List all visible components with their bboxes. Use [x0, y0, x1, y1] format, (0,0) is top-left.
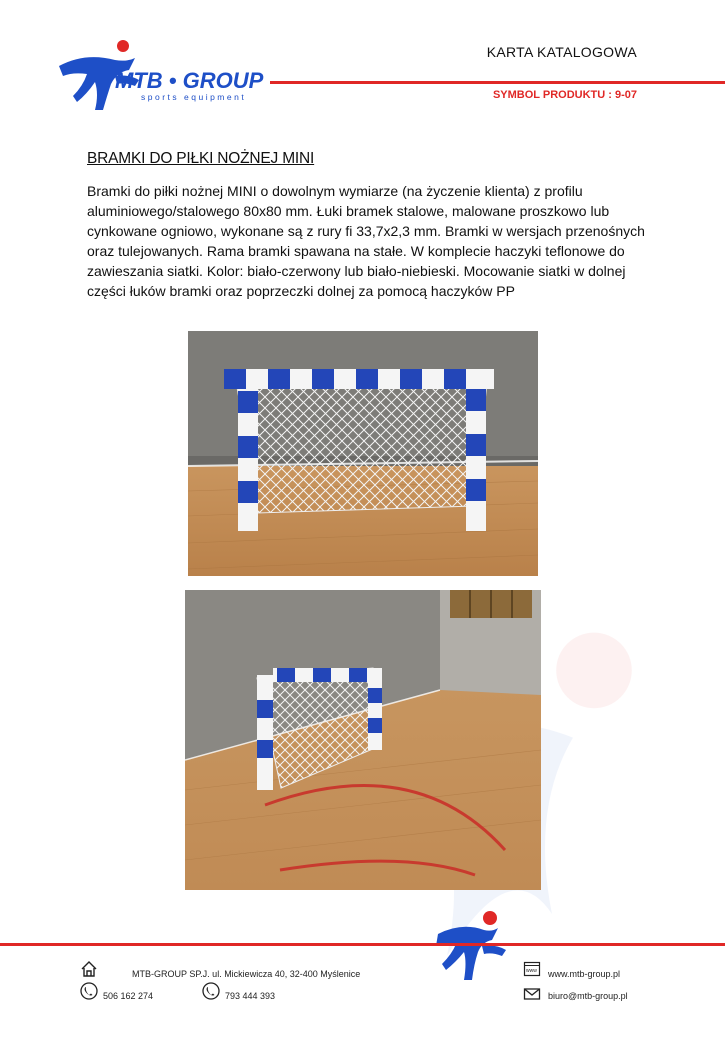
brand-name: MTB • GROUP	[115, 68, 264, 93]
product-title: BRAMKI DO PIŁKI NOŻNEJ MINI	[87, 150, 315, 167]
mail-icon	[523, 985, 541, 1003]
product-photo-angle	[185, 590, 541, 890]
phone-icon	[80, 982, 98, 1000]
company-logo	[55, 36, 270, 116]
home-icon	[80, 960, 98, 978]
www-icon	[523, 960, 541, 978]
svg-text:www: www	[526, 968, 537, 974]
phone-icon	[202, 982, 220, 1000]
website-link[interactable]: www.mtb-group.pl	[548, 969, 621, 979]
footer-divider	[0, 943, 725, 946]
phone-number-1[interactable]: 506 162 274	[103, 991, 154, 1001]
product-photo-front	[188, 331, 538, 576]
product-symbol: SYMBOL PRODUKTU : 9-07	[492, 89, 637, 101]
header-divider	[270, 81, 725, 84]
email-link[interactable]: biuro@mtb-group.pl	[548, 991, 628, 1001]
document-type: KARTA KATALOGOWA	[486, 44, 637, 60]
product-description: Bramki do piłki nożnej MINI o dowolnym wymiarze (na życzenie klienta) z profilu aluminiowego/stalowego 80x80 mm. Łuki bramek stalowe, malowane proszkowo lub cynkowane ogniowo, wykonane są z rury fi 33,7x2,3 mm. Bramki w wersjach przenośnych oraz tulejowanych. Rama bramki spawana na stałe. W komplecie haczyki teflonowe do zawieszania siatki. Kolor: biało-czerwony lub biało-niebieski. Mocowanie siatki w dolnej części łuków bramki oraz poprzeczki dolnej za pomocą haczyków PP	[87, 183, 645, 299]
phone-number-2[interactable]: 793 444 393	[225, 991, 276, 1001]
company-address: MTB-GROUP SP.J. ul. Mickiewicza 40, 32-400 Myślenice	[132, 969, 361, 979]
brand-tagline: sports equipment	[141, 92, 247, 102]
